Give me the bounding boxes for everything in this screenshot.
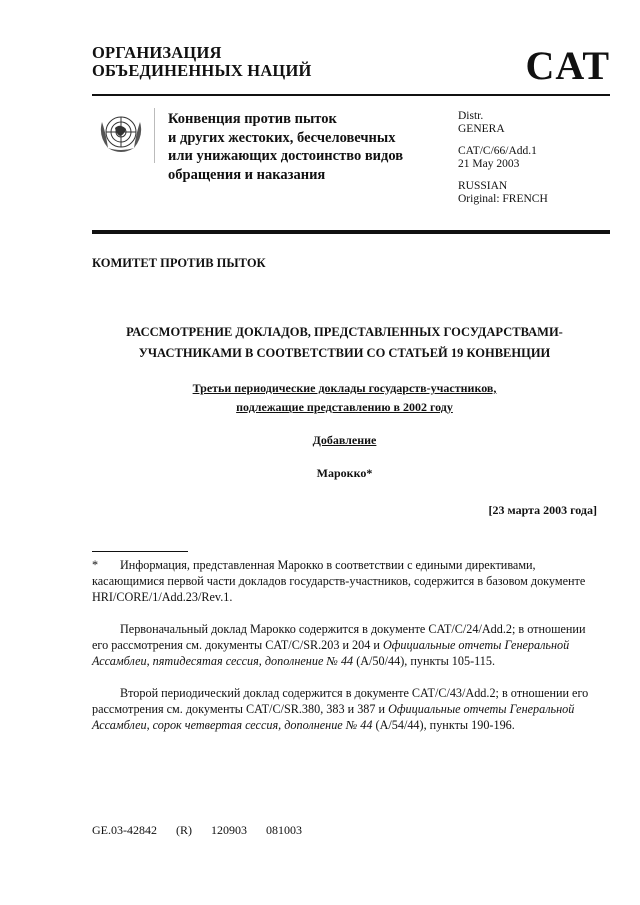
footer-job-number bbox=[92, 823, 316, 838]
subtitle-line: Третьи периодические доклады государств-участников, bbox=[192, 381, 497, 395]
committee-name: КОМИТЕТ ПРОТИВ ПЫТОК bbox=[92, 256, 266, 270]
distr-type: GENERA bbox=[458, 123, 505, 135]
footnote-text: Первоначальный доклад Марокко содержится в документе CAT/C/24/Add.2; в отношении его рассмотрения см. документы CAT/C/SR.203 и 204 и bbox=[92, 622, 586, 652]
original-language: Original: FRENCH bbox=[458, 193, 548, 205]
subtitle-line: подлежащие представлению в 2002 году bbox=[236, 400, 453, 414]
country-name: Марокко* bbox=[316, 466, 373, 480]
footnote-citation: Официальные отчеты Генеральной Ассамблеи, сорок четвертая сессия, дополнение № 44 bbox=[92, 702, 575, 732]
convention-line: или унижающих достоинство видов bbox=[168, 148, 404, 164]
footnote-paragraph bbox=[92, 685, 597, 733]
divider bbox=[154, 108, 155, 163]
convention-line: Конвенция против пыток bbox=[168, 111, 337, 127]
document-symbol-large: CAT bbox=[525, 43, 610, 88]
job-number: GE.03-42842 bbox=[92, 823, 157, 837]
report-date: [23 марта 2003 года] bbox=[488, 503, 597, 517]
distr-label: Distr. bbox=[458, 110, 484, 122]
convention-line: и других жестоких, бесчеловечных bbox=[168, 129, 396, 146]
footnote-text: Информация, представленная Марокко в соответствии с едиными директивами, касающимися первой части докладов государств-участников, содержится в базовом документе HRI/CORE/1/Add.23/Rev.1. bbox=[92, 558, 586, 604]
organization-name bbox=[92, 44, 312, 80]
footnote-citation: Официальные отчеты Генеральной Ассамблеи, пятидесятая сессия, дополнение № 44 bbox=[92, 638, 570, 668]
doc-language: RUSSIAN bbox=[458, 180, 508, 192]
footnote-marker: * bbox=[92, 558, 99, 572]
convention-line: обращения и наказания bbox=[168, 166, 326, 183]
footnote-paragraph bbox=[92, 621, 597, 669]
doc-date: 21 May 2003 bbox=[458, 158, 520, 170]
convention-title bbox=[168, 110, 403, 184]
subtitle bbox=[92, 379, 597, 417]
org-line-2: ОБЪЕДИНЕННЫХ НАЦИЙ bbox=[92, 61, 312, 80]
date-code: 120903 bbox=[211, 823, 247, 837]
divider bbox=[92, 94, 610, 96]
org-line-1: ОРГАНИЗАЦИЯ bbox=[92, 43, 222, 62]
footnote-text: (A/50/44), пункты 105-115. bbox=[353, 654, 496, 668]
footnote bbox=[92, 557, 597, 605]
heading-line: УЧАСТНИКАМИ В СООТВЕТСТВИИ СО СТАТЬЕЙ 19 КОНВЕНЦИИ bbox=[138, 346, 551, 360]
un-emblem-icon bbox=[96, 108, 146, 158]
footnote-text: (A/54/44), пункты 190-196. bbox=[372, 718, 515, 732]
date-code: 081003 bbox=[266, 823, 302, 837]
heading-line: РАССМОТРЕНИЕ ДОКЛАДОВ, ПРЕДСТАВЛЕННЫХ ГОСУДАРСТВАМИ- bbox=[126, 325, 563, 339]
footnote-divider bbox=[92, 551, 188, 552]
addendum-label: Добавление bbox=[312, 433, 377, 447]
main-heading bbox=[92, 322, 597, 364]
divider-thick bbox=[92, 230, 610, 234]
language-code: (R) bbox=[176, 823, 192, 837]
footnote-text: Второй периодический доклад содержится в документе CAT/C/43/Add.2; в отношении его рассмотрения см. документы CAT/C/SR.380, 383 и 387 и bbox=[92, 686, 589, 716]
document-metadata bbox=[458, 110, 548, 206]
doc-symbol: CAT/C/66/Add.1 bbox=[458, 145, 537, 157]
